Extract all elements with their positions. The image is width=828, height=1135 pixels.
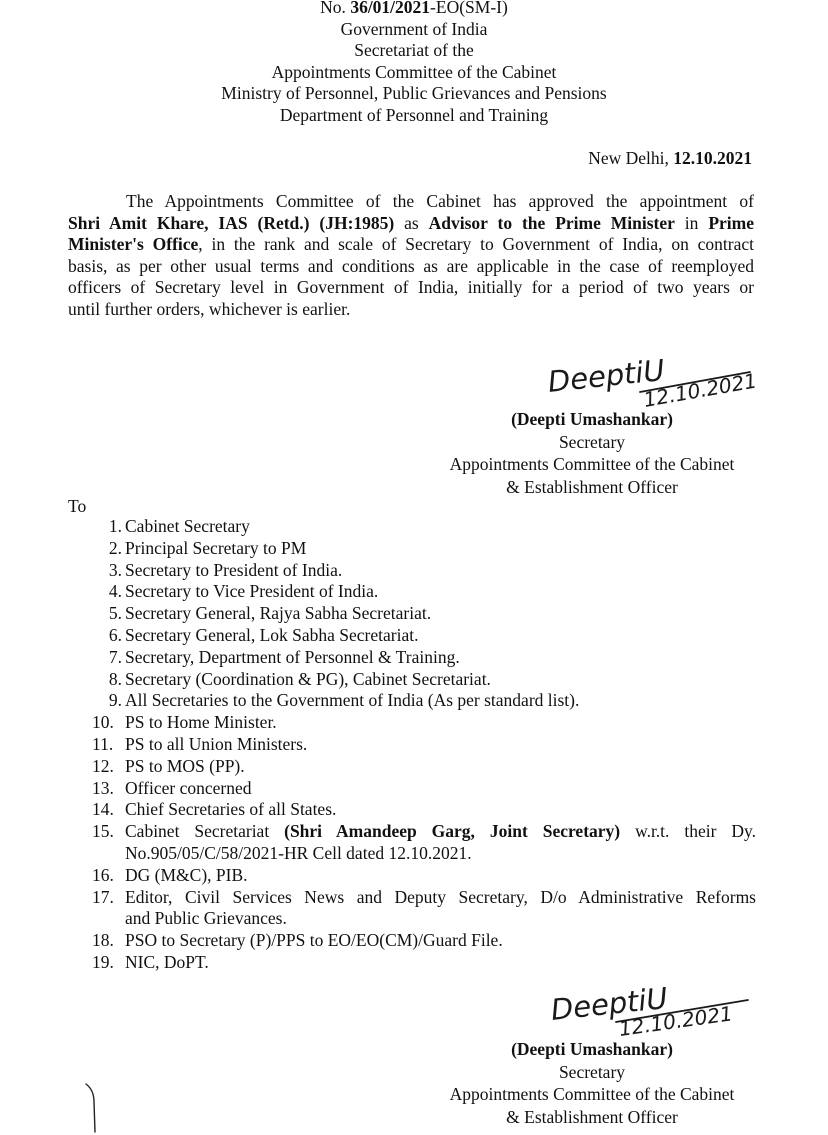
list-item-text: Secretary, Department of Personnel & Training. [125, 646, 460, 667]
list-item-number: 15. [92, 821, 114, 842]
body-line-5: officers of Secretary level in Government of India, initially for a period of two years or [68, 277, 754, 298]
list-item-text: PS to Home Minister. [125, 712, 277, 733]
signatory-office: Appointments Committee of the Cabinet [449, 454, 735, 474]
signatory-office-2: & Establishment Officer [506, 1106, 678, 1127]
list-item [92, 887, 756, 931]
list-item-number: 6. [108, 624, 122, 645]
list-item [92, 603, 756, 625]
list-item-text: Editor, Civil Services News and Deputy Secretary, D/o Administrative Reforms [125, 886, 756, 907]
file-number [0, 0, 828, 18]
office-name-part2: Minister's Office [68, 234, 199, 255]
list-item-number: 5. [108, 603, 122, 624]
header-line-department: Department of Personnel and Training [279, 104, 549, 125]
list-item-number: 19. [92, 951, 114, 972]
list-item-number: 18. [92, 930, 114, 951]
list-item [92, 821, 756, 865]
list-item-number: 10. [92, 712, 114, 733]
list-item-text-part: w.r.t. their Dy. [620, 821, 756, 842]
document-header [0, 0, 828, 126]
list-item-text: Secretary General, Lok Sabha Secretariat. [125, 624, 419, 645]
list-item-text [125, 821, 756, 843]
signature-name-script: DeeptiU [546, 352, 667, 399]
list-item [92, 799, 756, 821]
body-text: in [674, 212, 709, 233]
list-item-number: 3. [108, 559, 122, 580]
handwritten-signature-1 [545, 352, 765, 414]
signatory-office: Appointments Committee of the Cabinet [449, 1084, 735, 1104]
list-item [92, 734, 756, 756]
list-item-text-bold: (Shri Amandeep Garg, Joint Secretary) [284, 821, 621, 842]
body-line-2 [68, 213, 754, 235]
list-item-text: Cabinet Secretary [125, 516, 250, 536]
file-number-prefix: No. [320, 0, 351, 17]
place-date [588, 147, 752, 169]
list-item [92, 560, 756, 582]
list-item [92, 712, 756, 734]
list-item-number: 13. [92, 777, 114, 798]
list-item-text: PS to MOS (PP). [125, 755, 245, 776]
body-paragraph [68, 191, 754, 321]
list-item [92, 930, 756, 952]
list-item-text: All Secretaries to the Government of India (As per standard list). [125, 690, 580, 711]
signatory-name [400, 1038, 784, 1061]
list-item-number: 16. [92, 864, 114, 885]
header-line-ministry: Ministry of Personnel, Public Grievances and Pensions [221, 83, 607, 104]
list-item-number: 11. [92, 733, 114, 754]
list-item [92, 865, 756, 887]
body-line-3 [68, 234, 754, 256]
body-text: as [394, 212, 429, 233]
margin-pen-mark [84, 1082, 98, 1134]
list-item [92, 516, 756, 538]
recipient-list [92, 516, 756, 974]
list-item-number: 12. [92, 755, 114, 776]
body-line-6: until further orders, whichever is earlier. [68, 298, 351, 319]
list-item-text: NIC, DoPT. [125, 951, 209, 972]
list-item-number: 1. [108, 516, 122, 536]
list-item-number: 8. [108, 668, 122, 689]
header-line-government: Government of India [340, 18, 488, 39]
list-item-text: Secretary General, Rajya Sabha Secretariat. [125, 603, 432, 624]
to-label: To [68, 496, 87, 516]
list-item [92, 625, 756, 647]
appointment-post: Advisor to the Prime Minister [428, 212, 675, 233]
office-name-part1: Prime [708, 212, 754, 233]
list-item-text: DG (M&C), PIB. [125, 864, 248, 885]
signature-date-script: 12.10.2021 [641, 368, 759, 412]
signatory-block-2 [400, 1038, 784, 1128]
list-item-text: Secretary to President of India. [125, 559, 343, 580]
body-line-1: The Appointments Committee of the Cabinet has approved the appointment of [126, 191, 754, 211]
place: New Delhi, [588, 148, 674, 168]
list-item-text: Secretary to Vice President of India. [125, 581, 379, 602]
signatory-name-text: (Deepti Umashankar) [511, 1039, 673, 1059]
list-item-text: PS to all Union Ministers. [125, 733, 308, 754]
list-item [92, 669, 756, 691]
signatory-block-1 [400, 408, 784, 498]
body-text: , in the rank and scale of Secretary to Government of India, on contract [198, 234, 755, 255]
date: 12.10.2021 [673, 148, 752, 168]
list-item-number: 14. [92, 799, 114, 820]
appointee-name: Shri Amit Khare, IAS (Retd.) (JH:1985) [68, 212, 395, 233]
list-item [92, 690, 756, 712]
list-item [92, 538, 756, 560]
header-line-secretariat: Secretariat of the [354, 40, 474, 61]
list-item-text: Principal Secretary to PM [125, 537, 307, 558]
signatory-designation: Secretary [558, 1061, 626, 1082]
handwritten-signature-2 [548, 982, 768, 1042]
list-item-text: PSO to Secretary (P)/PPS to EO/EO(CM)/Guard File. [125, 930, 503, 951]
signatory-designation: Secretary [558, 431, 626, 452]
list-item-number: 4. [108, 581, 122, 602]
list-item [92, 581, 756, 603]
list-item-text: Officer concerned [125, 777, 252, 798]
signature-name-script: DeeptiU [549, 980, 670, 1027]
file-number-suffix: -EO(SM-I) [430, 0, 508, 17]
signatory-name-text: (Deepti Umashankar) [511, 409, 673, 429]
signatory-office-2: & Establishment Officer [506, 476, 678, 497]
list-item-text-continued: and Public Grievances. [125, 908, 287, 929]
body-line-4: basis, as per other usual terms and conditions as are applicable in the case of reemployed [68, 255, 754, 276]
list-item [92, 952, 756, 974]
header-line-committee: Appointments Committee of the Cabinet [271, 61, 557, 82]
list-item-number: 7. [108, 646, 122, 667]
list-item-text: Chief Secretaries of all States. [125, 799, 337, 820]
list-item-text-part: Cabinet Secretariat [125, 821, 285, 842]
signature-date-script: 12.10.2021 [617, 1001, 735, 1041]
list-item-text: Secretary (Coordination & PG), Cabinet Secretariat. [125, 668, 491, 689]
list-item [92, 778, 756, 800]
signatory-name [400, 408, 784, 431]
list-item-number: 2. [108, 537, 122, 558]
file-number-bold: 36/01/2021 [350, 0, 431, 17]
list-item-number: 17. [92, 886, 114, 907]
list-item-text-continued: No.905/05/C/58/2021-HR Cell dated 12.10.2021. [125, 842, 472, 863]
list-item [92, 647, 756, 669]
list-item [92, 756, 756, 778]
list-item-number: 9. [108, 690, 122, 711]
